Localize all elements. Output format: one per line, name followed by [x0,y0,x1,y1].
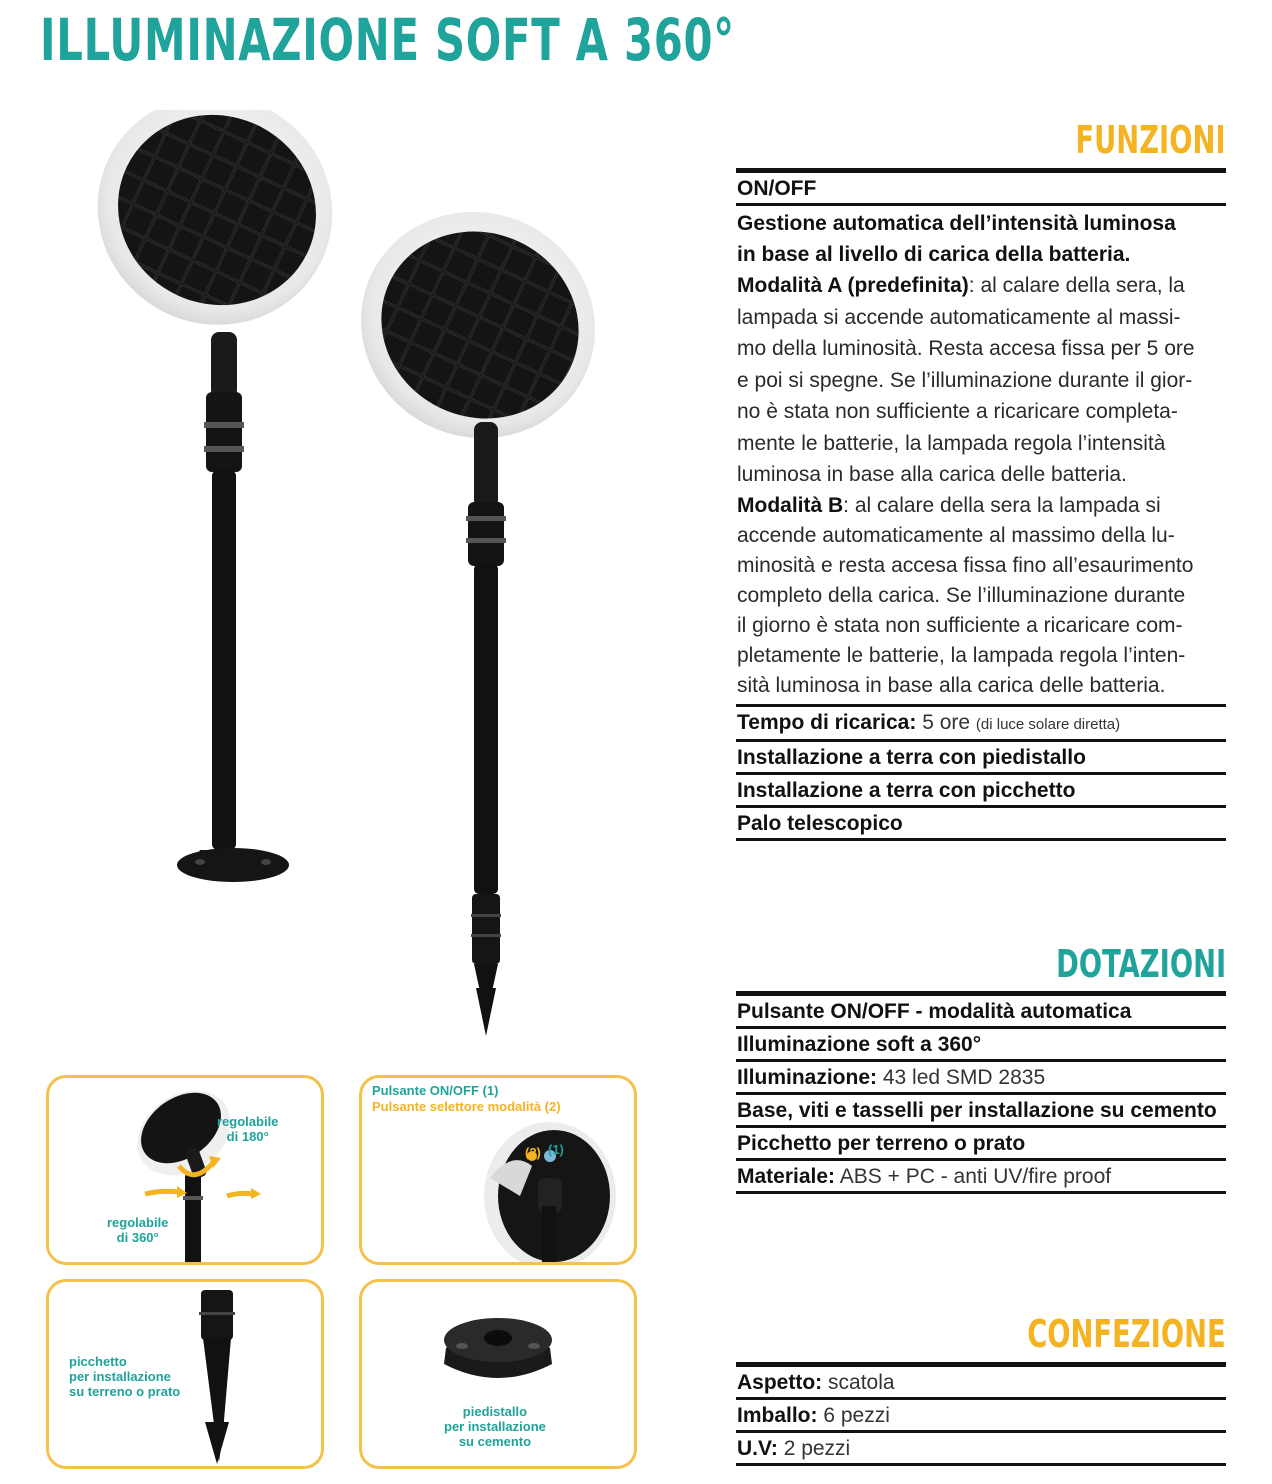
marker-1: (1) [548,1142,564,1157]
caption-180: regolabile di 180° [217,1114,279,1144]
rotation-illustration [49,1078,324,1265]
confezione-row-imballo: Imballo: 6 pezzi [736,1400,1226,1433]
dotazioni-row-pulsante: Pulsante ON/OFF - modalità automatica [736,996,1226,1029]
confezione-table [736,1362,1226,1466]
lamp-with-pedestal [60,110,370,882]
dotazioni-table [736,991,1226,1194]
confezione-row-uv: U.V: 2 pezzi [736,1433,1226,1466]
funzioni-row-picchetto: Installazione a terra con picchetto [736,775,1226,808]
modalita-b-paragraph: Modalità B: al calare della sera la lampada si accende automaticamente al massimo della lu- minosità e resta accesa fissa fino all’esaurimento completo della carica. Se l’illuminazione durante il giorno è stata non sufficiente a ricaricare com- pletamente le batterie, la lampada regola l’inten- sità luminosa in base alla carica delle batteria. [737,493,1194,697]
caption-pulsante-selettore: Pulsante selettore modalità (2) [372,1099,561,1114]
funzioni-table [736,168,1226,841]
dotazioni-row-materiale: Materiale: ABS + PC - anti UV/fire proof [736,1161,1226,1194]
dotazioni-row-illuminazione: Illuminazione: 43 led SMD 2835 [736,1062,1226,1095]
funzioni-row-onoff: ON/OFF [736,173,1226,206]
dotazioni-row-soft: Illuminazione soft a 360° [736,1029,1226,1062]
detail-box-rotation [46,1075,324,1265]
caption-picchetto: picchetto per installazione su terreno o prato [69,1354,181,1399]
funzioni-row-gestione: Gestione automatica dell’intensità luminosa in base al livello di carica della batteria. Modalità A (predefinita): al calare della sera, la lampada si accende automaticamente al massi- mo della luminosità. Resta accesa fissa per 5 ore e poi si spegne. Se l’illuminazione durante il gior- no è stata non sufficiente a ricaricare completa- mente le batterie, la lampada regola l’intensità luminosa in base alla carica delle batteria. Modalità B: al calare della sera la lampada si accende automaticamente al massimo della lu- minosità e resta accesa fissa fino all’esaurimento completo della carica. Se l’illuminazione durante il giorno è stata non sufficiente a ricaricare com- pletamente le batterie, la lampada regola l’inten- sità luminosa in base alla carica delle batteria. [736,206,1226,702]
lamp-with-spike [324,174,633,1036]
caption-360: regolabile di 360° [107,1215,169,1245]
funzioni-row-palo: Palo telescopico [736,808,1226,841]
dotazioni-row-base: Base, viti e tasselli per installazione su cemento [736,1095,1226,1128]
page-title: ILLUMINAZIONE SOFT A 360° [40,6,735,74]
dotazioni-heading: DOTAZIONI [1055,942,1226,986]
product-image [60,110,680,1050]
detail-box-spike [46,1279,324,1469]
funzioni-row-piedistallo: Installazione a terra con piedistallo [736,742,1226,775]
caption-piedistallo: piedistallo per installazione su cemento [444,1404,546,1449]
detail-box-buttons [359,1075,637,1265]
detail-box-pedestal [359,1279,637,1469]
caption-pulsante-onoff: Pulsante ON/OFF (1) [372,1083,499,1098]
confezione-row-aspetto: Aspetto: scatola [736,1367,1226,1400]
funzioni-heading: FUNZIONI [1075,118,1226,162]
confezione-heading: CONFEZIONE [1027,1312,1226,1356]
dotazioni-row-picchetto: Picchetto per terreno o prato [736,1128,1226,1161]
modalita-a-paragraph: Modalità A (predefinita): al calare della sera, la lampada si accende automaticamente al massi- mo della luminosità. Resta accesa fissa per 5 ore e poi si spegne. Se l’illuminazione durante il gior- no è stata non sufficiente a ricaricare completa- mente le batterie, la lampada regola l’intensità luminosa in base alla carica delle batteria. [737,274,1195,486]
marker-2: (2) [525,1145,541,1160]
funzioni-row-ricarica: Tempo di ricarica: 5 ore (di luce solare diretta) [736,707,1226,742]
